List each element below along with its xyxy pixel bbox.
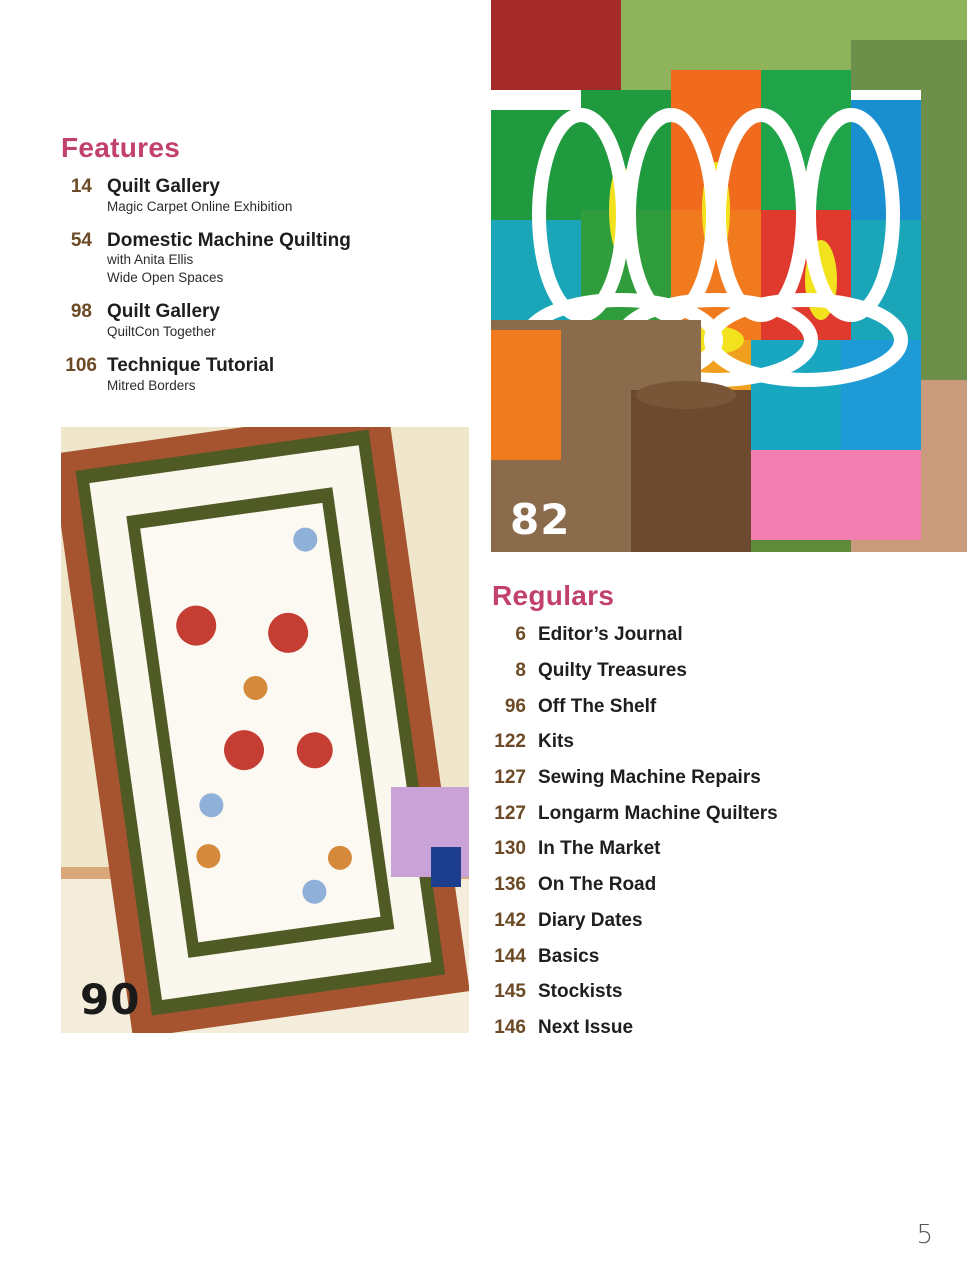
feature-title: Quilt Gallery <box>107 176 220 197</box>
regular-title: Sewing Machine Repairs <box>538 767 761 788</box>
regular-title: Stockists <box>538 981 623 1002</box>
regular-title: Next Issue <box>538 1017 634 1038</box>
feature-page-number: 14 <box>70 176 92 197</box>
regular-page-number: 96 <box>504 696 526 717</box>
regular-title: Editor’s Journal <box>538 624 683 645</box>
feature-page-number: 54 <box>70 230 92 251</box>
feature-page-number: 106 <box>65 355 97 376</box>
feature-subtitle: QuiltCon Together <box>107 324 216 339</box>
feature-subtitle: with Anita Ellis <box>107 252 194 267</box>
rainbow-quilt-photo[interactable] <box>491 0 967 552</box>
regular-page-number: 6 <box>515 624 526 645</box>
regular-title: Longarm Machine Quilters <box>538 803 778 824</box>
regular-title: Diary Dates <box>538 910 643 931</box>
regular-page-number: 130 <box>494 838 526 859</box>
regular-page-number: 145 <box>494 981 526 1002</box>
regular-page-number: 127 <box>494 803 526 824</box>
regular-page-number: 146 <box>494 1017 526 1038</box>
regular-title: On The Road <box>538 874 657 895</box>
regular-page-number: 136 <box>494 874 526 895</box>
feature-title: Domestic Machine Quilting <box>107 230 351 251</box>
rainbow-quilt-image <box>491 0 967 552</box>
regular-title: Kits <box>538 731 574 752</box>
photo-page-reference: 82 <box>510 495 571 544</box>
feature-subtitle: Mitred Borders <box>107 378 196 393</box>
floral-quilt-photo[interactable] <box>61 427 469 1033</box>
regular-title: Basics <box>538 946 600 967</box>
floral-quilt-image <box>61 427 469 1033</box>
feature-title: Quilt Gallery <box>107 301 220 322</box>
regular-title: Off The Shelf <box>538 696 657 717</box>
regular-page-number: 122 <box>494 731 526 752</box>
feature-page-number: 98 <box>70 301 92 322</box>
regular-page-number: 144 <box>494 946 526 967</box>
feature-title: Technique Tutorial <box>107 355 275 376</box>
photo-page-reference: 90 <box>80 975 141 1024</box>
regular-title: In The Market <box>538 838 661 859</box>
page-number: 5 <box>916 1220 933 1250</box>
feature-subtitle: Magic Carpet Online Exhibition <box>107 199 293 214</box>
regulars-heading: Regulars <box>492 580 615 611</box>
feature-subtitle: Wide Open Spaces <box>107 270 224 285</box>
regular-title: Quilty Treasures <box>538 660 687 681</box>
features-heading: Features <box>61 132 181 163</box>
regular-page-number: 8 <box>515 660 526 681</box>
regular-page-number: 127 <box>494 767 526 788</box>
regular-page-number: 142 <box>494 910 526 931</box>
